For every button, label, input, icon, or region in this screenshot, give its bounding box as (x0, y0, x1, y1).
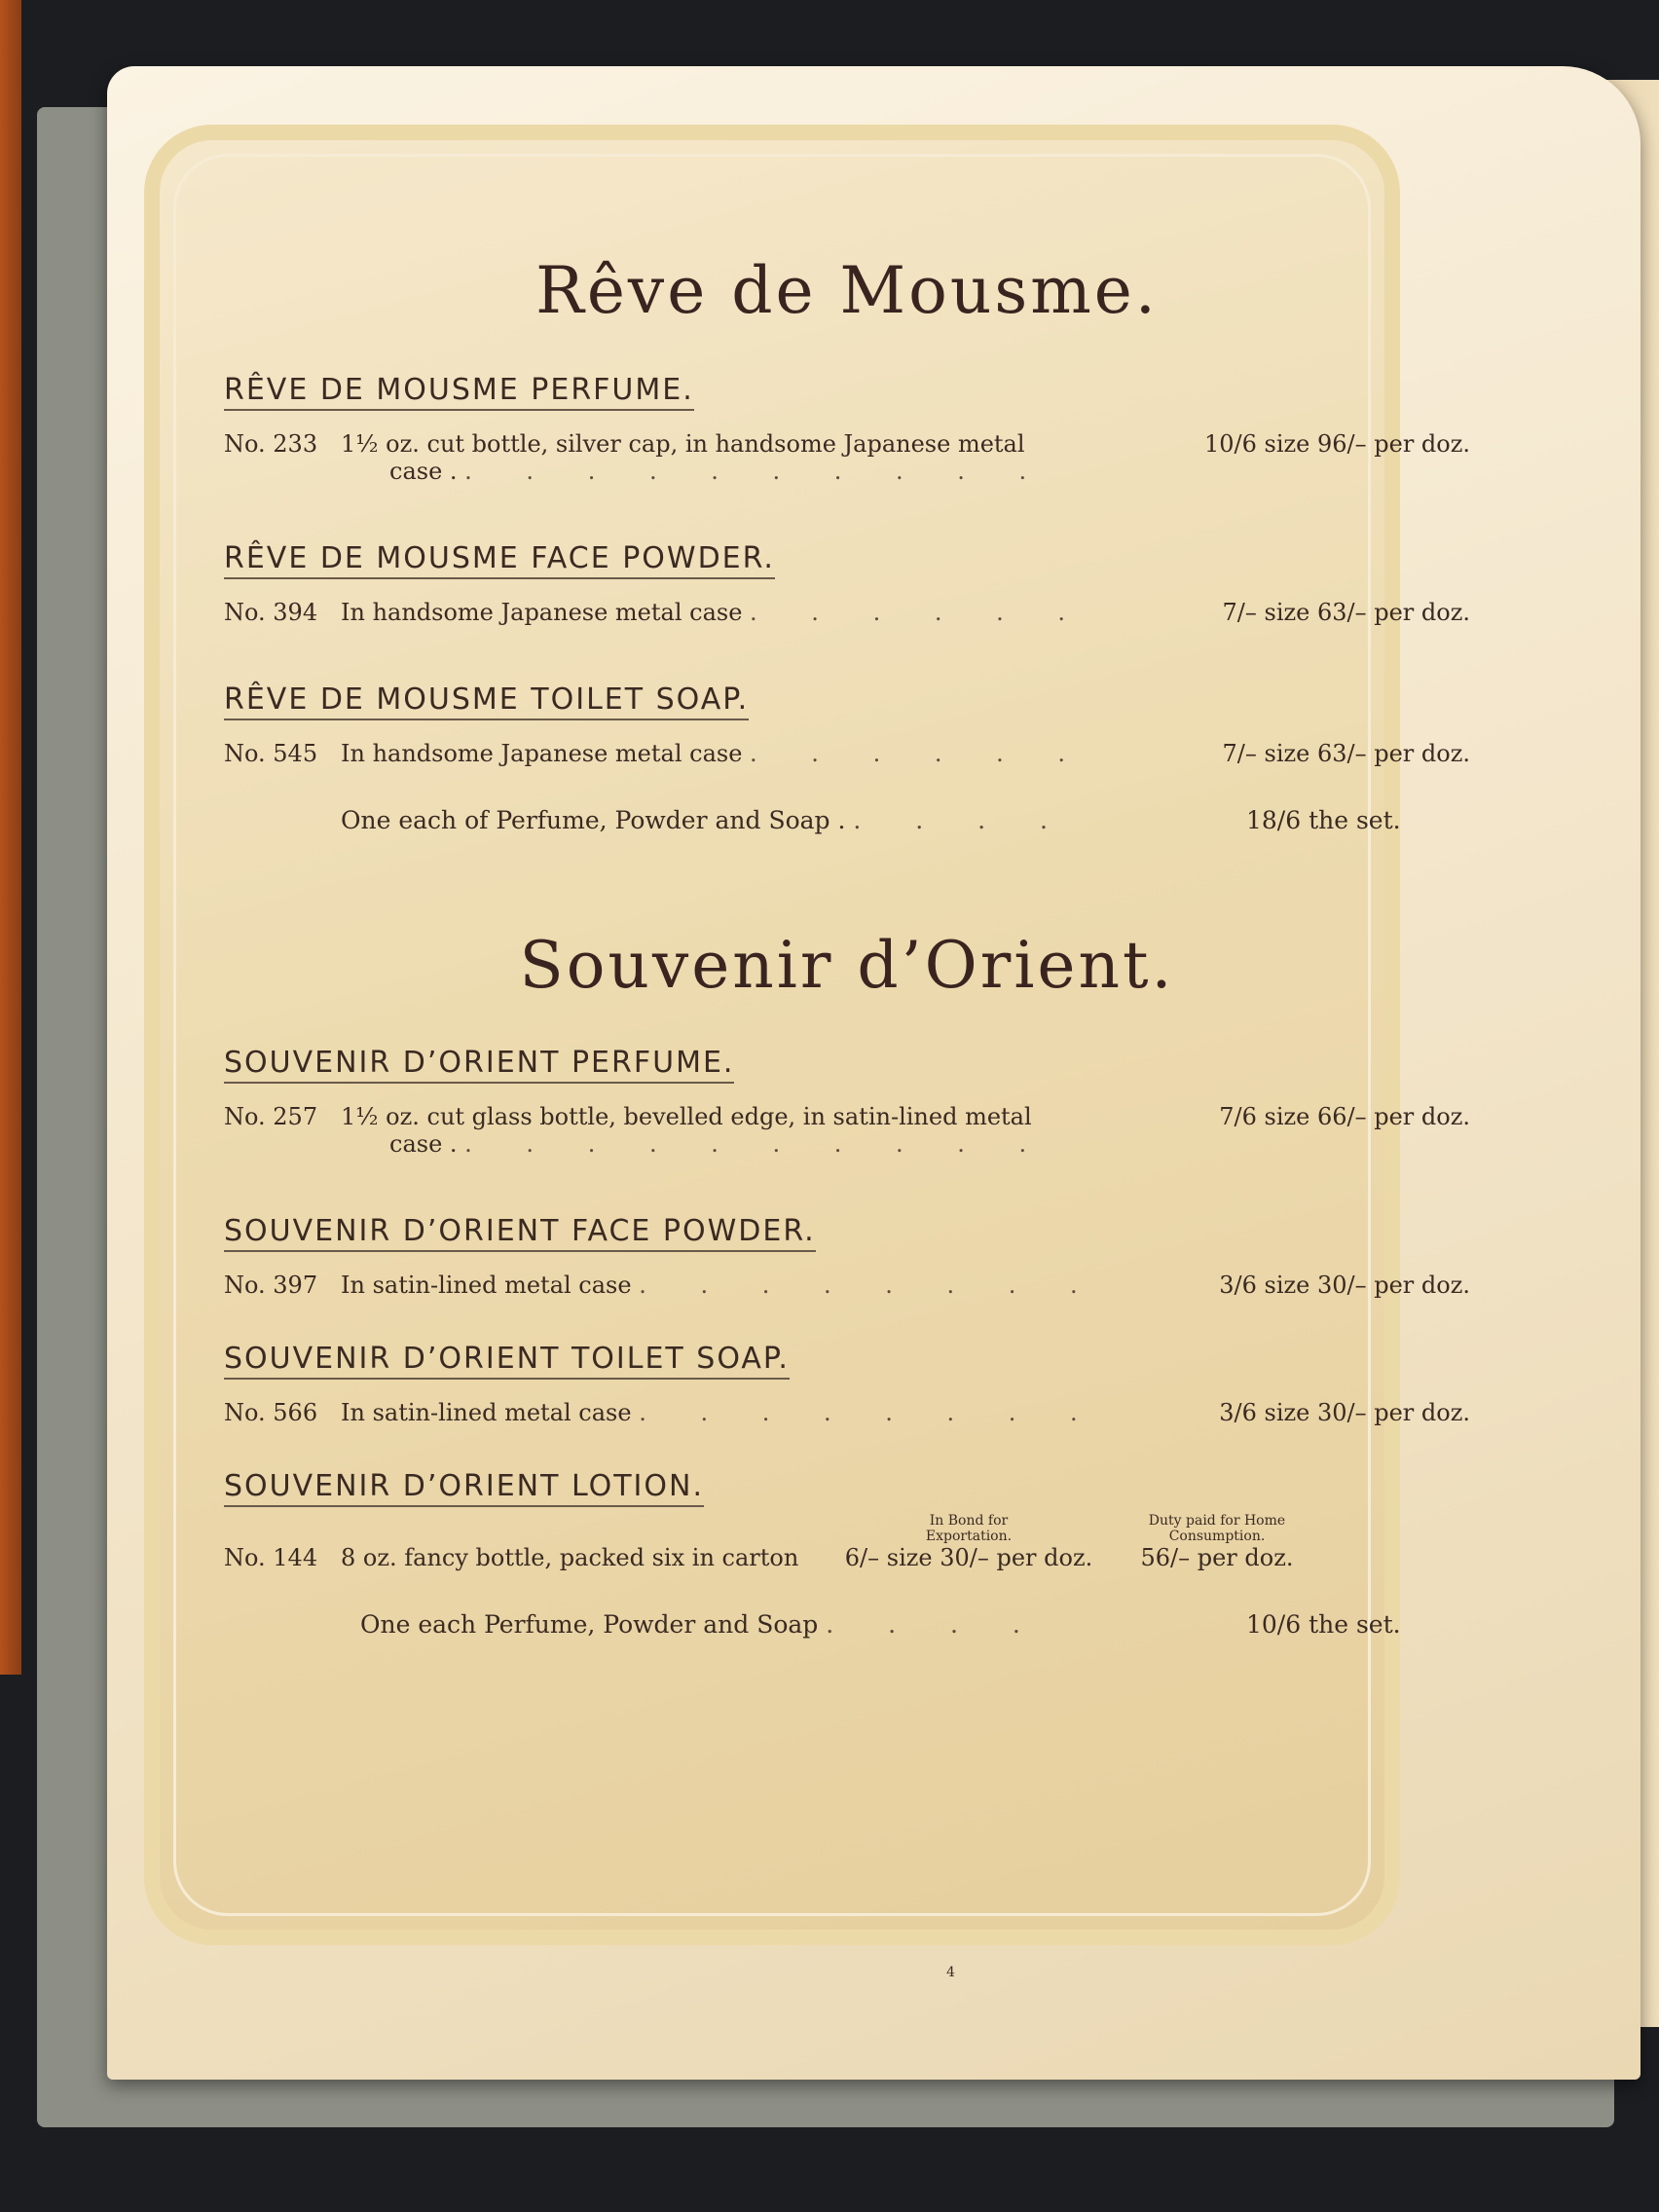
item-price: 3/6 size 30/– per doz. (1219, 1272, 1470, 1299)
bond-price-block (828, 1513, 1110, 1571)
product-heading: SOUVENIR D’ORIENT PERFUME. (224, 1046, 734, 1084)
product-row (224, 599, 1470, 626)
set-label: One each Perfume, Powder and Soap . . . . (360, 1610, 1044, 1639)
product-block (224, 1342, 1470, 1426)
duty-price-block (1110, 1513, 1324, 1571)
product-heading: RÊVE DE MOUSME TOILET SOAP. (224, 682, 749, 720)
item-price: 7/– size 63/– per doz. (1222, 740, 1470, 767)
item-description: In handsome Japanese metal case . . . . . . (341, 740, 1088, 767)
set-row (224, 806, 1470, 834)
item-description: 1½ oz. cut bottle, silver cap, in handsome Japanese metal case . . . . . . . . . . . (341, 430, 1178, 485)
product-heading: SOUVENIR D’ORIENT LOTION. (224, 1469, 704, 1507)
item-price: 7/– size 63/– per doz. (1222, 599, 1470, 626)
product-heading: RÊVE DE MOUSME PERFUME. (224, 373, 694, 411)
product-row (224, 740, 1470, 767)
item-price: 10/6 size 96/– per doz. (1204, 430, 1470, 458)
item-number: No. 545 (224, 740, 318, 767)
product-block (224, 373, 1470, 485)
set-price: 18/6 the set. (1246, 806, 1401, 834)
set-label: One each of Perfume, Powder and Soap . . . . . (341, 806, 1072, 834)
item-number: No. 233 (224, 430, 318, 458)
set-row (224, 1610, 1470, 1639)
item-description: In satin-lined metal case . . . . . . . . (341, 1399, 1101, 1426)
product-heading: SOUVENIR D’ORIENT FACE POWDER. (224, 1214, 816, 1252)
bond-price: 6/– size 30/– per doz. (844, 1544, 1093, 1571)
set-price: 10/6 the set. (1246, 1610, 1401, 1639)
product-row (224, 1103, 1470, 1158)
item-description: 8 oz. fancy bottle, packed six in carton (341, 1544, 799, 1571)
item-number: No. 257 (224, 1103, 318, 1130)
product-block (224, 1214, 1470, 1299)
book-edge (0, 0, 21, 1675)
item-number: No. 566 (224, 1399, 318, 1426)
section-title-reve: Rêve de Mousme. (535, 253, 1159, 328)
duty-note: Duty paid for Home Consumption. (1148, 1513, 1286, 1544)
product-heading: SOUVENIR D’ORIENT TOILET SOAP. (224, 1342, 790, 1380)
section-title-souvenir: Souvenir d’Orient. (519, 928, 1175, 1003)
product-row (224, 1272, 1470, 1299)
item-number: No. 397 (224, 1272, 318, 1299)
item-price: 3/6 size 30/– per doz. (1219, 1399, 1470, 1426)
product-block (224, 682, 1470, 767)
product-row (224, 1399, 1470, 1426)
item-number: No. 394 (224, 599, 318, 626)
item-description: In handsome Japanese metal case . . . . . . (341, 599, 1088, 626)
product-row (224, 430, 1470, 485)
item-number: No. 144 (224, 1544, 318, 1571)
item-description: 1½ oz. cut glass bottle, bevelled edge, in satin-lined metal case . . . . . . . . . . . (341, 1103, 1178, 1158)
product-block (224, 541, 1470, 626)
item-price: 7/6 size 66/– per doz. (1219, 1103, 1470, 1130)
item-description: In satin-lined metal case . . . . . . . . (341, 1272, 1101, 1299)
duty-price: 56/– per doz. (1140, 1544, 1294, 1571)
product-heading: RÊVE DE MOUSME FACE POWDER. (224, 541, 775, 579)
product-block (224, 1046, 1470, 1158)
product-row (224, 1513, 1470, 1571)
page-content (224, 253, 1470, 1639)
bond-note: In Bond for Exportation. (925, 1513, 1013, 1544)
page-number: 4 (946, 1965, 955, 1980)
item-description-cont: case . . . . . . . . . . . (389, 1130, 1051, 1158)
product-block-lotion (224, 1469, 1470, 1571)
item-description-cont: case . . . . . . . . . . . (389, 458, 1051, 485)
